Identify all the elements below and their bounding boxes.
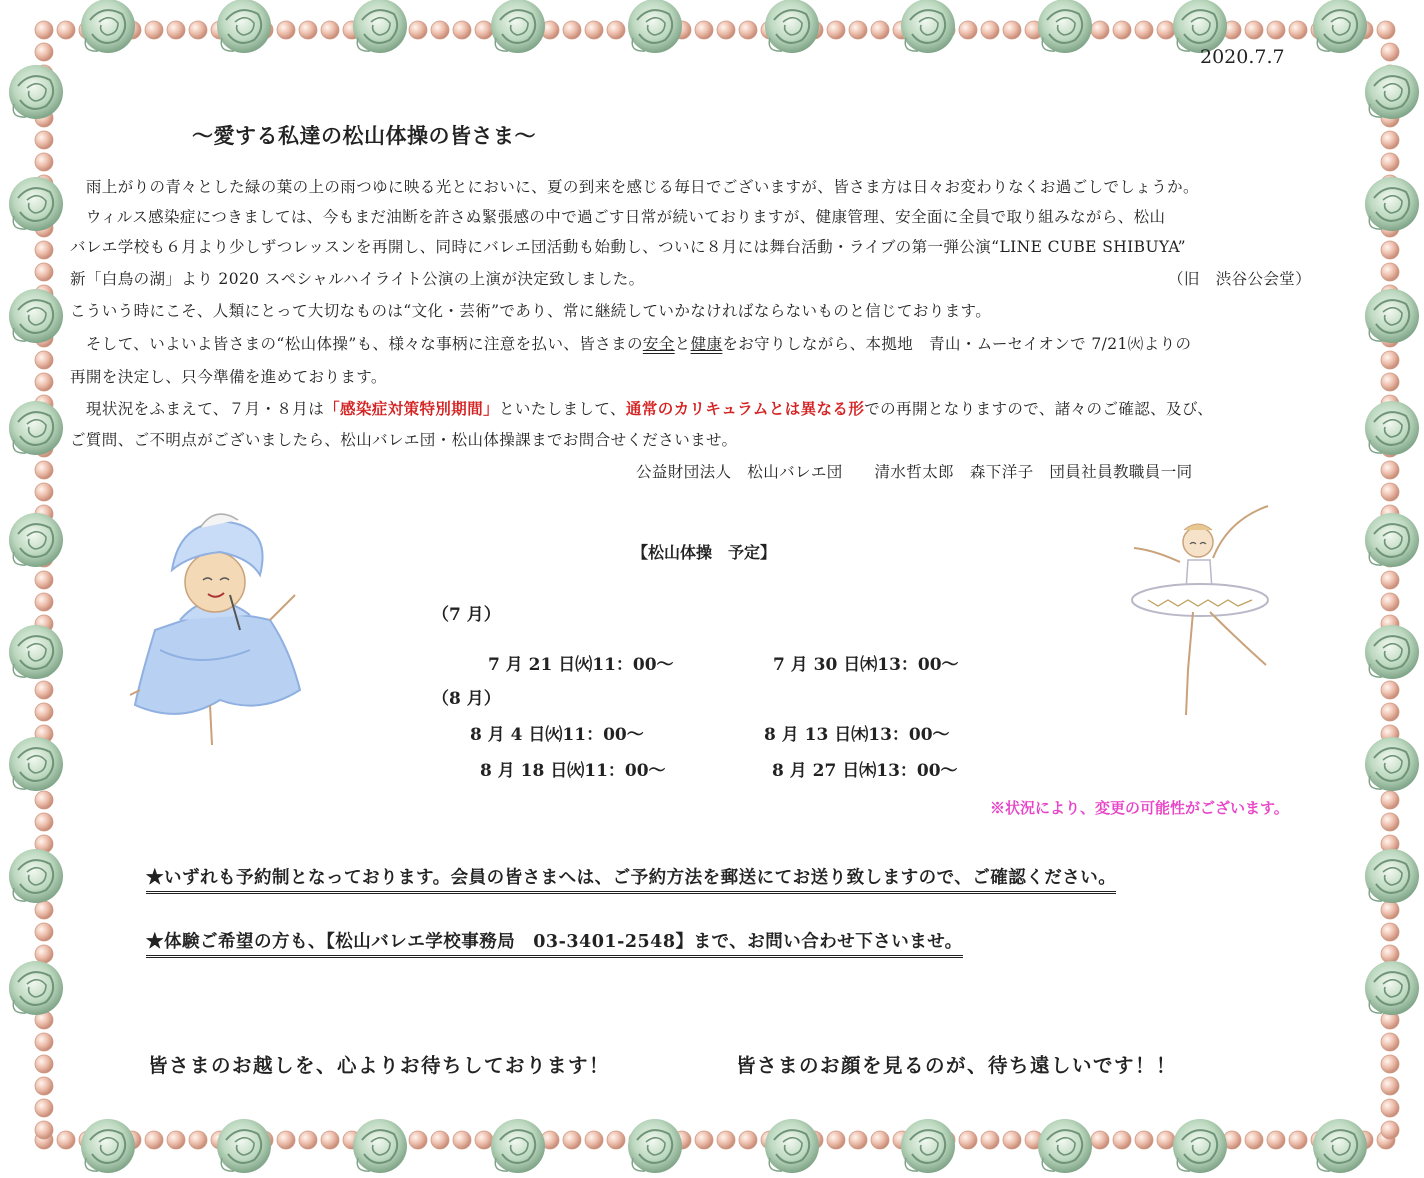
pearl-icon <box>431 1131 449 1149</box>
august-session-1: 8 月 4 日㈫11：00〜 <box>470 725 644 745</box>
body-line-8 <box>70 398 1213 420</box>
pearl-icon <box>167 21 185 39</box>
pearl-icon <box>35 21 53 39</box>
rose-icon <box>353 0 407 53</box>
pearl-icon <box>1289 1131 1307 1149</box>
pearl-icon <box>35 703 53 721</box>
pearl-icon <box>1381 593 1399 611</box>
closing-message-2: 皆さまのお顔を見るのが、待ち遠しいです！！ <box>736 1054 1178 1077</box>
july-session-2: 7 月 30 日㈭13：00〜 <box>773 655 959 675</box>
pearl-icon <box>563 1131 581 1149</box>
pearl-icon <box>35 1121 53 1139</box>
pearl-icon <box>1267 1131 1285 1149</box>
pearl-icon <box>145 21 163 39</box>
schedule-title: 【松山体操 予定】 <box>632 543 777 562</box>
pearl-icon <box>739 1131 757 1149</box>
pearl-icon <box>1381 43 1399 61</box>
pearl-icon <box>321 21 339 39</box>
rose-icon <box>1365 177 1419 231</box>
pearl-icon <box>1091 21 1109 39</box>
letter-date: 2020.7.7 <box>1200 46 1285 68</box>
pearl-icon <box>1381 351 1399 369</box>
pearl-icon <box>145 1131 163 1149</box>
rose-icon <box>1038 1119 1092 1173</box>
rose-icon <box>765 1119 819 1173</box>
pearl-icon <box>35 373 53 391</box>
pearl-icon <box>1135 21 1153 39</box>
pearl-icon <box>35 1099 53 1117</box>
july-label: （7 月） <box>432 605 501 625</box>
pearl-icon <box>35 131 53 149</box>
pearl-icon <box>35 813 53 831</box>
trial-contact-notice: ★体験ご希望の方も、【松山バレエ学校事務局 03-3401-2548】まで、お問い合わせ下さいませ。 <box>146 928 963 958</box>
rose-icon <box>1365 401 1419 455</box>
greeting-title: 〜愛する私達の松山体操の皆さま〜 <box>192 123 536 148</box>
pearl-icon <box>871 1131 889 1149</box>
pearl-icon <box>1381 703 1399 721</box>
pearl-icon <box>1381 813 1399 831</box>
rose-icon <box>1173 1119 1227 1173</box>
pearl-icon <box>35 1055 53 1073</box>
pearl-icon <box>1381 945 1399 963</box>
reservation-notice: ★いずれも予約制となっております。会員の皆さまへは、ご予約方法を郵送にてお送り致しますので、ご確認ください。 <box>146 864 1116 894</box>
pearl-icon <box>1003 21 1021 39</box>
pearl-icon <box>739 21 757 39</box>
pearl-icon <box>35 901 53 919</box>
pearl-icon <box>695 1131 713 1149</box>
closing-message-1: 皆さまのお越しを、心よりお待ちしております！ <box>148 1054 611 1077</box>
pearl-icon <box>1381 263 1399 281</box>
pearl-icon <box>1267 21 1285 39</box>
august-session-2: 8 月 13 日㈭13：00〜 <box>764 725 950 745</box>
rose-icon <box>9 289 63 343</box>
pearl-icon <box>35 263 53 281</box>
body-line-9: ご質問、ご不明点がございましたら、松山バレエ団・松山体操課までお問合せくださいませ。 <box>70 431 738 449</box>
pearl-icon <box>563 21 581 39</box>
pearl-icon <box>35 241 53 259</box>
pearl-icon <box>695 21 713 39</box>
pearl-icon <box>1381 571 1399 589</box>
rose-icon <box>1038 0 1092 53</box>
pearl-icon <box>1091 1131 1109 1149</box>
rose-icon <box>81 0 135 53</box>
rose-icon <box>1365 737 1419 791</box>
pearl-icon <box>1381 923 1399 941</box>
pearl-icon <box>35 153 53 171</box>
pearl-icon <box>299 21 317 39</box>
rose-icon <box>901 0 955 53</box>
rose-icon <box>765 0 819 53</box>
body-line-3: バレエ学校も６月より少しずつレッスンを再開し、同時にバレエ団活動も始動し、ついに８月には舞台活動・ライブの第一弾公演“LINE CUBE SHIBUYA” <box>70 238 1186 256</box>
rose-icon <box>1365 849 1419 903</box>
body-line-7: 再開を決定し、只今準備を進めております。 <box>70 368 387 386</box>
pearl-icon <box>57 21 75 39</box>
rose-icon <box>353 1119 407 1173</box>
pearl-icon <box>1381 1033 1399 1051</box>
rose-icon <box>1365 625 1419 679</box>
body-line-4-note: （旧 渋谷公会堂） <box>1168 270 1312 288</box>
safety-word: 安全 <box>642 335 675 353</box>
pearl-icon <box>321 1131 339 1149</box>
body-line-6 <box>70 333 1191 355</box>
special-period-highlight: 「感染症対策特別期間」 <box>324 399 499 418</box>
pearl-icon <box>1381 1099 1399 1117</box>
rose-icon <box>628 1119 682 1173</box>
pearl-icon <box>35 681 53 699</box>
rose-icon <box>1313 0 1367 53</box>
pearl-icon <box>35 483 53 501</box>
pearl-icon <box>57 1131 75 1149</box>
pearl-icon <box>1381 153 1399 171</box>
pearl-icon <box>1377 21 1395 39</box>
pearl-icon <box>1245 21 1263 39</box>
pearl-icon <box>849 21 867 39</box>
pearl-icon <box>475 1131 493 1149</box>
body-line-8-end: での再開となりますので、諸々のご確認、及び、 <box>864 400 1214 418</box>
august-label: （8 月） <box>432 689 501 709</box>
pearl-icon <box>981 21 999 39</box>
pearl-icon <box>35 461 53 479</box>
change-notice: ※状況により、変更の可能性がございます。 <box>990 799 1289 817</box>
rose-icon <box>9 737 63 791</box>
pearl-icon <box>717 21 735 39</box>
pearl-icon <box>1381 901 1399 919</box>
pearl-icon <box>299 1131 317 1149</box>
pearl-icon <box>277 1131 295 1149</box>
rose-icon <box>901 1119 955 1173</box>
health-word: 健康 <box>690 335 723 353</box>
pearl-icon <box>189 21 207 39</box>
pearl-icon <box>189 1131 207 1149</box>
pearl-icon <box>981 1131 999 1149</box>
body-line-2: ウィルス感染症につきましては、今もまだ油断を許さぬ緊張感の中で過ごす日常が続いておりますが、健康管理、安全面に全員で取り組みながら、松山 <box>70 208 1166 226</box>
rose-icon <box>9 849 63 903</box>
singer-illustration <box>100 500 330 760</box>
pearl-icon <box>409 21 427 39</box>
body-line-6-start: そして、いよいよ皆さまの“松山体操”も、様々な事柄に注意を払い、皆さまの <box>70 335 643 353</box>
rose-icon <box>9 513 63 567</box>
rose-icon <box>1313 1119 1367 1173</box>
pearl-icon <box>1245 1131 1263 1149</box>
rose-icon <box>9 961 63 1015</box>
rose-icon <box>217 0 271 53</box>
rose-icon <box>1365 961 1419 1015</box>
pearl-icon <box>1157 21 1175 39</box>
pearl-icon <box>1157 1131 1175 1149</box>
pearl-icon <box>717 1131 735 1149</box>
pearl-icon <box>1381 373 1399 391</box>
pearl-icon <box>35 791 53 809</box>
pearl-icon <box>607 1131 625 1149</box>
rose-icon <box>491 1119 545 1173</box>
pearl-icon <box>1113 21 1131 39</box>
rose-icon <box>628 0 682 53</box>
rose-icon <box>491 0 545 53</box>
pearl-icon <box>35 923 53 941</box>
rose-icon <box>9 625 63 679</box>
pearl-icon <box>1381 461 1399 479</box>
pearl-icon <box>1381 791 1399 809</box>
pearl-icon <box>1381 241 1399 259</box>
pearl-icon <box>1003 1131 1021 1149</box>
different-curriculum-highlight: 通常のカリキュラムとは異なる形 <box>625 399 865 418</box>
pearl-icon <box>35 351 53 369</box>
pearl-icon <box>607 21 625 39</box>
pearl-icon <box>1381 1077 1399 1095</box>
pearl-icon <box>35 593 53 611</box>
ballerina-illustration <box>1118 500 1298 725</box>
body-line-4: 新「白鳥の湖」より 2020 スペシャルハイライト公演の上演が決定致しました。 <box>70 270 645 288</box>
pearl-icon <box>35 1033 53 1051</box>
pearl-icon <box>585 21 603 39</box>
pearl-icon <box>1381 483 1399 501</box>
pearl-icon <box>1113 1131 1131 1149</box>
pearl-icon <box>35 571 53 589</box>
pearl-icon <box>409 1131 427 1149</box>
rose-icon <box>1365 65 1419 119</box>
pearl-icon <box>585 1131 603 1149</box>
pearl-icon <box>871 21 889 39</box>
body-line-8-mid: といたしまして、 <box>499 400 626 418</box>
rose-icon <box>9 401 63 455</box>
pearl-icon <box>277 21 295 39</box>
body-line-1: 雨上がりの青々とした緑の葉の上の雨つゆに映る光とにおいに、夏の到来を感じる毎日でございますが、皆さま方は日々お変わりなくお過ごしでしょうか。 <box>70 178 1199 196</box>
rose-icon <box>81 1119 135 1173</box>
body-line-6-end: をお守りしながら、本拠地 青山・ムーセイオンで 7/21㈫よりの <box>722 335 1192 353</box>
pearl-icon <box>849 1131 867 1149</box>
pearl-icon <box>1289 21 1307 39</box>
pearl-icon <box>1381 1055 1399 1073</box>
rose-icon <box>9 65 63 119</box>
body-line-5: こういう時にこそ、人類にとって大切なものは“文化・芸術”であり、常に継続していかなければならないものと信じております。 <box>70 302 992 320</box>
pearl-icon <box>1381 131 1399 149</box>
pearl-icon <box>453 21 471 39</box>
rose-icon <box>9 177 63 231</box>
july-session-1: 7 月 21 日㈫11：00〜 <box>488 655 674 675</box>
pearl-icon <box>431 21 449 39</box>
rose-icon <box>1365 289 1419 343</box>
pearl-icon <box>1135 1131 1153 1149</box>
pearl-icon <box>959 1131 977 1149</box>
pearl-icon <box>1381 1121 1399 1139</box>
conjunction: と <box>674 335 691 353</box>
rose-icon <box>217 1119 271 1173</box>
pearl-icon <box>827 21 845 39</box>
pearl-icon <box>35 1077 53 1095</box>
body-line-8-start: 現状況をふまえて、７月・８月は <box>70 400 325 418</box>
rose-icon <box>1365 513 1419 567</box>
pearl-icon <box>35 43 53 61</box>
pearl-icon <box>475 21 493 39</box>
august-session-3: 8 月 18 日㈫11：00〜 <box>480 761 666 781</box>
pearl-icon <box>35 945 53 963</box>
signature: 公益財団法人 松山バレエ団 清水哲太郎 森下洋子 団員社員教職員一同 <box>636 463 1193 481</box>
pearl-icon <box>827 1131 845 1149</box>
pearl-icon <box>453 1131 471 1149</box>
pearl-icon <box>167 1131 185 1149</box>
pearl-icon <box>959 21 977 39</box>
pearl-icon <box>1381 681 1399 699</box>
august-session-4: 8 月 27 日㈭13：00〜 <box>772 761 958 781</box>
